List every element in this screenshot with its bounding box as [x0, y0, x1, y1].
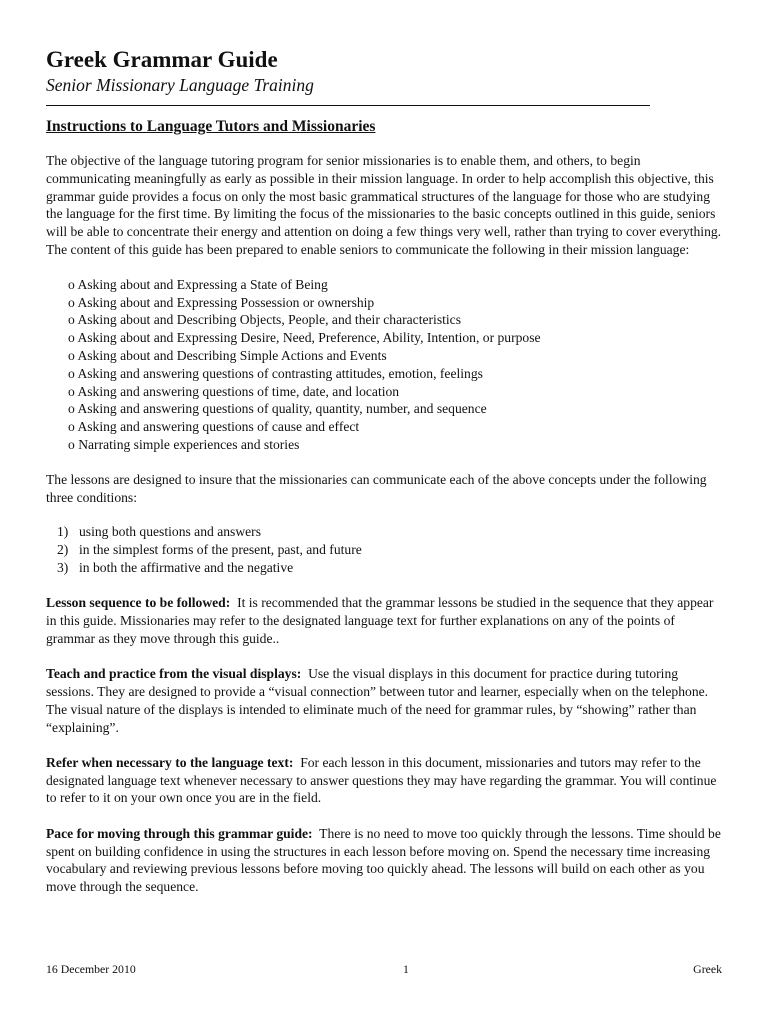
list-item: [57, 541, 722, 559]
list-item: o Asking about and Describing Objects, People, and their characteristics: [68, 311, 722, 329]
paragraph-heading: Refer when necessary to the language text:: [46, 754, 294, 770]
conditions-list: [46, 523, 722, 576]
paragraph-heading: Teach and practice from the visual displays:: [46, 666, 302, 682]
paragraph-heading: Lesson sequence to be followed:: [46, 595, 231, 611]
topic-list: [46, 276, 722, 454]
list-item-text: using both questions and answers: [79, 524, 261, 540]
lesson-sequence-paragraph: [46, 594, 722, 647]
list-item: o Asking about and Describing Simple Actions and Events: [68, 347, 722, 365]
list-item: o Asking and answering questions of contrasting attitudes, emotion, feelings: [68, 365, 722, 383]
list-item: [57, 523, 722, 541]
document-page: [46, 46, 722, 896]
pace-paragraph: [46, 825, 722, 896]
paragraph-text: Use the visual displays in this document for practice during tutoring sessions. They are designed to provide a “visual connection” between tutor and learner, especially when on the telephone. The visual nature of the displays is intended to eliminate much of the need for grammar rules, by “showing” rather than “explaining”.: [46, 666, 709, 735]
list-item: o Narrating simple experiences and stories: [68, 436, 722, 454]
paragraph-text: For each lesson in this document, missionaries and tutors may refer to the designated language text whenever necessary to answer questions they may have regarding the grammar. You will continue to refer to it on your own once you are in the field.: [46, 754, 717, 806]
footer-date: 16 December 2010: [46, 962, 136, 976]
language-text-paragraph: [46, 754, 722, 807]
list-item-text: in the simplest forms of the present, past, and future: [79, 542, 362, 558]
paragraph-text: It is recommended that the grammar lessons be studied in the sequence that they appear in this guide. Missionaries may refer to the designated language text for further explanations on any of the points of grammar as they move through this guide..: [46, 595, 714, 646]
list-item: o Asking about and Expressing Possession or ownership: [68, 294, 722, 312]
document-subtitle: Senior Missionary Language Training: [46, 75, 314, 95]
header-divider: [46, 105, 650, 106]
list-item: o Asking about and Expressing Desire, Need, Preference, Ability, Intention, or purpose: [68, 329, 722, 347]
list-number: 2): [57, 542, 69, 558]
paragraph-heading: Pace for moving through this grammar guide:: [46, 825, 313, 841]
list-item: o Asking and answering questions of time, date, and location: [68, 383, 722, 401]
list-item: [57, 559, 722, 577]
footer-page-number: 1: [403, 962, 409, 976]
list-item: o Asking about and Expressing a State of Being: [68, 276, 722, 294]
list-number: 1): [57, 524, 69, 540]
footer-language: Greek: [693, 962, 722, 976]
section-heading: Instructions to Language Tutors and Missionaries: [46, 118, 376, 135]
list-item: o Asking and answering questions of cause and effect: [68, 418, 722, 436]
conditions-intro: The lessons are designed to insure that the missionaries can communicate each of the above concepts under the following three conditions:: [46, 471, 707, 505]
intro-paragraph: The objective of the language tutoring program for senior missionaries is to enable them, and others, to begin communicating meaningfully as early as possible in their mission language. In order to help accomplish this objective, this grammar guide provides a focus on only the most basic grammatical structures of the language for those who are studying the language for the first time. By limiting the focus of the missionaries to the basic concepts outlined in this guide, seniors will be able to concentrate their energy and attention on doing a few things very well, rather than trying to cover everything. The content of this guide has been prepared to enable seniors to communicate the following in their mission language:: [46, 153, 722, 257]
list-item: o Asking and answering questions of quality, quantity, number, and sequence: [68, 400, 722, 418]
visual-displays-paragraph: [46, 665, 722, 736]
document-title: Greek Grammar Guide: [46, 47, 278, 72]
list-item-text: in both the affirmative and the negative: [79, 559, 294, 575]
list-number: 3): [57, 559, 69, 575]
paragraph-text: There is no need to move too quickly through the lessons. Time should be spent on building confidence in using the structures in each lesson before moving on. Spend the necessary time increasing vocabulary and reviewing previous lessons before moving too quickly ahead. The lessons will build on each other as you move through the sequence.: [46, 825, 721, 895]
